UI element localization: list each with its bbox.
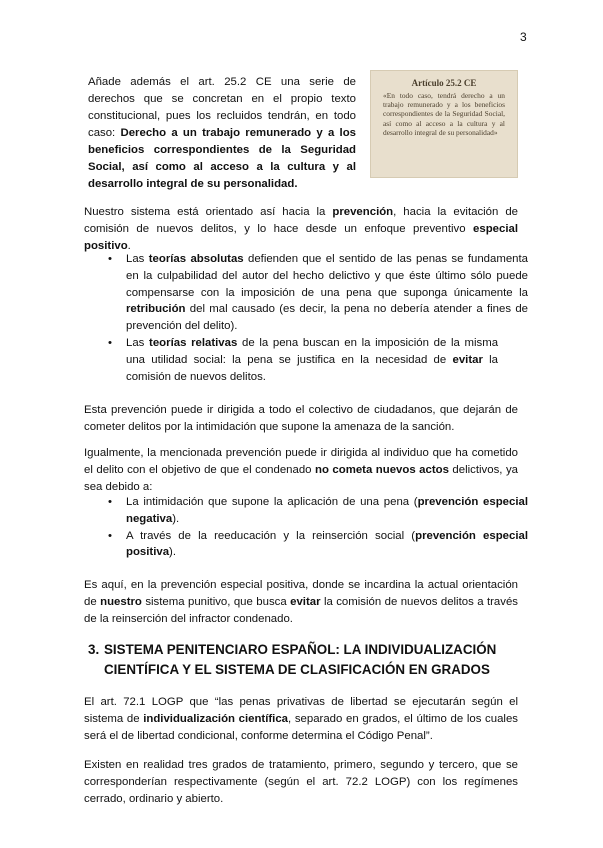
bold-prevencion-positiva: prevención especial positiva bbox=[126, 529, 528, 559]
bold-especial-positivo: especial positivo bbox=[84, 222, 518, 252]
bold-prevencion: prevención bbox=[332, 206, 394, 218]
quote-text: «En todo caso, tendrá derecho a un trabajo remunerado y a los beneficios correspondientes de la Seguridad Social, así como al acceso a la cultura y al desarrollo integral de su personalidad» bbox=[383, 91, 505, 137]
paragraph-sistema bbox=[84, 204, 518, 254]
page-number: 3 bbox=[520, 30, 527, 44]
bullet-icon: • bbox=[108, 529, 112, 542]
paragraph-aqui bbox=[84, 577, 518, 627]
intro-text: Añade además el art. 25.2 CE una serie de derechos que se concretan en el propio texto constitucional, pues los recluidos tendrán, en todo caso: bbox=[88, 76, 356, 139]
list-item-teorias-relativas bbox=[108, 335, 528, 385]
bold-evitar: evitar bbox=[452, 353, 483, 366]
text: de la pena buscan en la imposición de la misma una utilidad social: la pena se justifica en la necesidad de bbox=[126, 336, 499, 366]
paragraph-grados: Existen en realidad tres grados de tratamiento, primero, segundo y tercero, que se corresponderían respectivamente (según el art. 72.2 LOGP) con los regímenes cerrado, ordinario y abierto. bbox=[84, 759, 518, 805]
paragraph-individuo bbox=[84, 445, 518, 495]
bold-evitar: evitar bbox=[290, 595, 321, 608]
bold-nuestro: nuestro bbox=[100, 595, 142, 608]
text: . bbox=[127, 239, 131, 252]
text: La intimidación que supone la aplicación de una pena ( bbox=[126, 496, 418, 508]
text: delictivos, ya sea debido a: bbox=[84, 463, 518, 493]
text: A través de la reeducación y la reinserción social ( bbox=[126, 529, 416, 542]
text: , hacia la evitación de comisión de nuevos delitos, y lo hace desde un enfoque preventivo bbox=[84, 206, 518, 235]
bold-no-cometa: no cometa nuevos actos bbox=[315, 463, 449, 476]
formas-list bbox=[108, 494, 528, 561]
bold-teorias-absolutas: teorías absolutas bbox=[148, 253, 244, 265]
text: Es aquí, en la prevención especial positiva, donde se incardina la actual orientación de bbox=[84, 579, 518, 608]
list-item-intimidacion bbox=[108, 494, 528, 528]
text: , separado en grados, el último de los cuales será el de libertad condicional, conforme determina el Código Penal”. bbox=[84, 712, 518, 742]
text: ). bbox=[169, 546, 177, 559]
text: Las bbox=[126, 336, 150, 349]
text: Las bbox=[126, 253, 149, 265]
bold-individualizacion: individualización científica bbox=[143, 712, 289, 725]
text: sistema punitivo, que busca bbox=[141, 595, 291, 608]
section-heading bbox=[88, 640, 520, 680]
list-item-teorias-absolutas bbox=[108, 251, 528, 335]
text: la comisión de nuevos delitos a través de la reinserción del infractor condenado. bbox=[84, 595, 518, 625]
text: ). bbox=[172, 512, 180, 525]
section-number: 3. bbox=[88, 642, 100, 657]
bullet-icon: • bbox=[108, 253, 112, 265]
text: la comisión de nuevos delitos. bbox=[126, 353, 499, 383]
paragraph-art-72 bbox=[84, 694, 518, 744]
bold-teorias-relativas: teorías relativas bbox=[149, 336, 238, 349]
text: Nuestro sistema está orientado así hacia la bbox=[84, 206, 333, 218]
heading-line-1: SISTEMA PENITENCIARO ESPAÑOL: LA INDIVIDUALIZACIÓN bbox=[104, 642, 497, 657]
text: defienden que el sentido de las penas se fundamenta en la culpabilidad del autor del hecho delictivo y que éste último sólo puede compensarse con la imposición de una pena que suponga únicamente la bbox=[126, 253, 528, 299]
teorias-list bbox=[108, 251, 528, 385]
text: del mal causado (es decir, la pena no debería atender a fines de prevención del delito). bbox=[126, 303, 528, 333]
paragraph-colectivo: Esta prevención puede ir dirigida a todo el colectivo de ciudadanos, que dejarán de cometer delitos por la intimidación que supone la amenaza de la sanción. bbox=[84, 404, 518, 433]
quote-image-art-25-2 bbox=[370, 70, 518, 178]
intro-rights-bold: Derecho a un trabajo remunerado y a los beneficios correspondientes de la Seguridad Social, así como al acceso a la cultura y al desarrollo integral de su personalidad. bbox=[88, 127, 357, 190]
bold-retribucion: retribución bbox=[126, 303, 186, 316]
text: El art. 72.1 LOGP que “las penas privativas de libertad se ejecutarán según el sistema de bbox=[84, 696, 518, 725]
quote-title: Artículo 25.2 CE bbox=[411, 78, 477, 88]
intro-paragraph bbox=[88, 74, 356, 193]
bold-prevencion-negativa: prevención especial negativa bbox=[126, 496, 528, 525]
text: Igualmente, la mencionada prevención puede ir dirigida al individuo que ha cometido el delito con el objetivo de que el condenado bbox=[84, 447, 518, 476]
heading-line-2: CIENTÍFICA Y EL SISTEMA DE CLASIFICACIÓN EN GRADOS bbox=[104, 662, 490, 677]
list-item-reeducacion bbox=[108, 528, 528, 562]
bullet-icon: • bbox=[108, 336, 112, 349]
bullet-icon: • bbox=[108, 496, 112, 508]
